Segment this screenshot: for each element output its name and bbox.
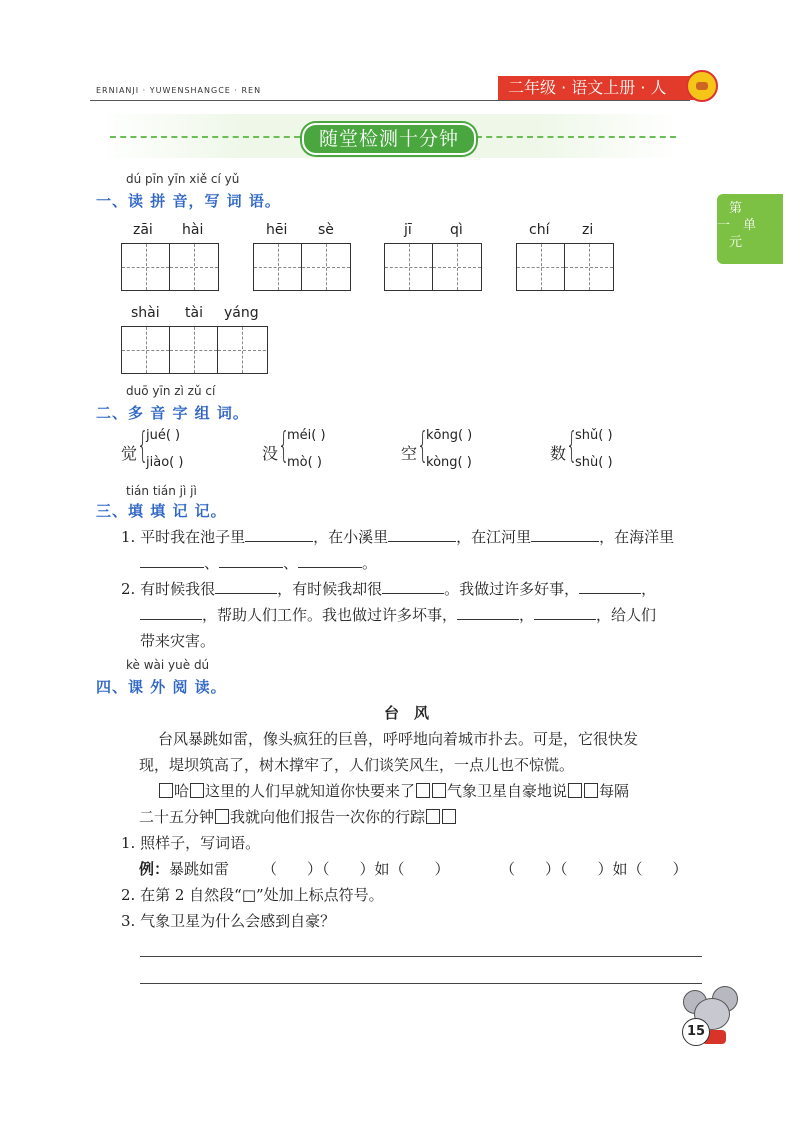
page-number: 15 xyxy=(682,1018,710,1046)
header-banner: 二年级 · 语文上册 · 人 xyxy=(498,76,703,100)
punctuation-box[interactable] xyxy=(159,783,173,798)
answer-line[interactable] xyxy=(140,983,702,984)
polyphone-option[interactable]: méi( ) xyxy=(287,428,326,443)
answer-line[interactable] xyxy=(140,956,702,957)
reading-question-3: 3. 气象卫星为什么会感到自豪？ xyxy=(121,912,336,930)
story-text: 哈 xyxy=(174,782,190,800)
story-text: 我就向他们报告一次你的行踪 xyxy=(230,808,426,826)
section2-heading: 二、多 音 字 组 词。 xyxy=(96,404,249,422)
fill-question-2-end: 带来灾害。 xyxy=(140,632,216,650)
punctuation-box[interactable] xyxy=(426,809,440,824)
answer-blank[interactable] xyxy=(245,525,313,542)
story-text: 二十五分钟 xyxy=(139,808,215,826)
q1-text: 、 xyxy=(204,554,220,572)
punctuation-box[interactable] xyxy=(568,783,582,798)
polyphone-char: 空 xyxy=(401,444,418,463)
side-tab-char: 一 xyxy=(717,218,731,233)
punctuation-box[interactable] xyxy=(432,783,446,798)
q1-text: 。 xyxy=(362,554,378,572)
story-paragraph2-line2 xyxy=(139,804,457,830)
story-paragraph1-line2: 现，堤坝筑高了，树木撑牢了，人们谈笑风生，一点儿也不惊慌。 xyxy=(139,756,575,774)
q2-text: ，给人们 xyxy=(596,606,657,624)
q1-text: 1. 平时我在池子里 xyxy=(121,528,246,546)
polyphone-option[interactable]: mò( ) xyxy=(287,455,322,470)
q2-text: 。我做过许多好事， xyxy=(444,580,580,598)
q1-text: ，在小溪里 xyxy=(313,528,389,546)
pattern-blank-2[interactable]: （ ）（ ）如（ ） xyxy=(500,860,688,878)
side-tab-char: 元 xyxy=(729,235,743,250)
title-dash-left xyxy=(110,136,300,138)
writing-grid-word2[interactable] xyxy=(253,243,351,291)
side-tab-char: 单 xyxy=(743,218,757,233)
answer-blank[interactable] xyxy=(140,551,204,568)
side-tab-char: 第 xyxy=(729,201,743,216)
answer-blank[interactable] xyxy=(298,551,362,568)
word5-syllable: tài xyxy=(185,305,203,321)
answer-blank[interactable] xyxy=(531,525,599,542)
punctuation-box[interactable] xyxy=(215,809,229,824)
header-rule xyxy=(90,100,690,101)
example-row xyxy=(139,856,229,882)
fill-question-2 xyxy=(121,576,711,602)
story-paragraph2-line1 xyxy=(158,778,629,804)
brace-icon: { xyxy=(137,425,149,466)
story-text: 每隔 xyxy=(599,782,630,800)
story-text: 这里的人们早就知道你快要来了 xyxy=(205,782,416,800)
polyphone-option[interactable]: shù( ) xyxy=(575,455,613,470)
brand-seal-icon xyxy=(686,70,718,102)
answer-blank[interactable] xyxy=(457,603,519,620)
example-word: 暴跳如雷 xyxy=(169,860,230,878)
answer-blank[interactable] xyxy=(140,603,202,620)
answer-blank[interactable] xyxy=(215,577,277,594)
word3-syllable: qì xyxy=(450,222,463,238)
writing-grid-word5[interactable] xyxy=(121,326,268,374)
q1-text: ，在江河里 xyxy=(456,528,532,546)
word2-syllable: hēi xyxy=(266,222,288,238)
answer-blank[interactable] xyxy=(388,525,456,542)
brace-icon: { xyxy=(278,425,290,466)
polyphone-char: 没 xyxy=(262,444,279,463)
answer-blank[interactable] xyxy=(579,577,641,594)
q1-text: 、 xyxy=(283,554,299,572)
answer-blank[interactable] xyxy=(382,577,444,594)
q2-text: ，有时候我却很 xyxy=(277,580,383,598)
punctuation-box[interactable] xyxy=(190,783,204,798)
word2-syllable: sè xyxy=(318,222,334,238)
writing-grid-word1[interactable] xyxy=(121,243,219,291)
polyphone-option[interactable]: shǔ( ) xyxy=(575,428,613,443)
q2-text: 2. 有时候我很 xyxy=(121,580,216,598)
q2-text: ， xyxy=(519,606,535,624)
polyphone-option[interactable]: jué( ) xyxy=(146,428,181,443)
polyphone-option[interactable]: kòng( ) xyxy=(426,455,472,470)
answer-blank[interactable] xyxy=(534,603,596,620)
section1-heading: 一、读 拼 音，写 词 语。 xyxy=(96,192,281,210)
word4-syllable: zi xyxy=(582,222,594,238)
polyphone-char: 数 xyxy=(550,444,567,463)
page-title: 随堂检测十分钟 xyxy=(302,123,476,155)
polyphone-char: 觉 xyxy=(121,444,138,463)
title-dash-right xyxy=(476,136,676,138)
writing-grid-word3[interactable] xyxy=(384,243,482,291)
word3-syllable: jī xyxy=(404,222,412,238)
word1-syllable: hài xyxy=(182,222,204,238)
section3-heading: 三、填 填 记 记。 xyxy=(96,502,227,520)
word5-syllable: yáng xyxy=(224,305,259,321)
word1-syllable: zāi xyxy=(133,222,153,238)
brace-icon: { xyxy=(417,425,429,466)
story-title: 台 风 xyxy=(384,704,430,722)
section4-heading: 四、课 外 阅 读。 xyxy=(96,678,227,696)
brace-icon: { xyxy=(566,425,578,466)
word5-syllable: shài xyxy=(131,305,160,321)
reading-question-1: 1. 照样子，写词语。 xyxy=(121,834,261,852)
fill-question-1 xyxy=(121,524,711,550)
punctuation-box[interactable] xyxy=(442,809,456,824)
reading-question-2: 2. 在第 2 自然段“□”处加上标点符号。 xyxy=(121,886,384,904)
fill-question-2-cont xyxy=(140,602,710,628)
writing-grid-word4[interactable] xyxy=(516,243,614,291)
q1-text: ，在海洋里 xyxy=(599,528,675,546)
fill-question-1-cont xyxy=(140,550,377,576)
punctuation-box[interactable] xyxy=(416,783,430,798)
example-label: 例： xyxy=(139,860,170,878)
section2-pinyin: duō yīn zì zǔ cí xyxy=(126,384,216,398)
polyphone-option[interactable]: kōng( ) xyxy=(426,428,473,443)
punctuation-box[interactable] xyxy=(584,783,598,798)
answer-blank[interactable] xyxy=(219,551,283,568)
story-text: 气象卫星自豪地说 xyxy=(447,782,568,800)
section1-pinyin: dú pīn yīn xiě cí yǔ xyxy=(126,172,240,186)
word4-syllable: chí xyxy=(529,222,550,238)
polyphone-option[interactable]: jiào( ) xyxy=(146,455,184,470)
q2-text: ，帮助人们工作。我也做过许多坏事， xyxy=(202,606,458,624)
section4-pinyin: kè wài yuè dú xyxy=(126,658,210,672)
pattern-blank-1[interactable]: （ ）（ ）如（ ） xyxy=(262,860,450,878)
header-subject-text: ERNIANJI · YUWENSHANGCE · REN xyxy=(96,86,262,95)
unit-side-tab xyxy=(717,194,783,264)
story-paragraph1-line1: 台风暴跳如雷，像头疯狂的巨兽，呼呼地向着城市扑去。可是，它很快发 xyxy=(158,730,639,748)
q2-text: ， xyxy=(641,580,657,598)
section3-pinyin: tián tián jì jì xyxy=(126,484,197,498)
